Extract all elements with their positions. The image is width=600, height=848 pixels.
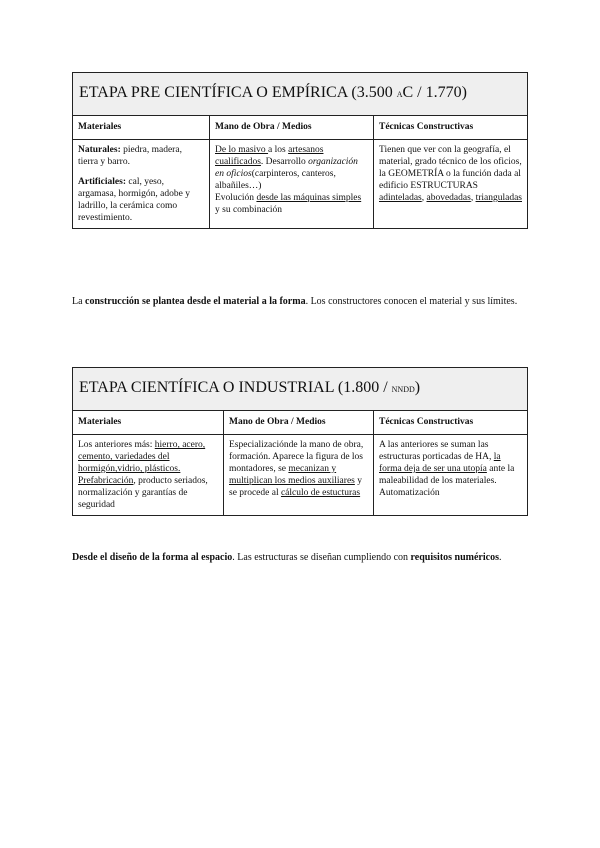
- column-header-materiales: Materiales: [73, 116, 210, 140]
- table-etapa-cientifica: [72, 367, 528, 516]
- paragraph-1: La construcción se plantea desde el material a la forma. Los constructores conocen el material y sus límites.: [72, 296, 518, 307]
- column-header-mano-de-obra: Mano de Obra / Medios: [210, 116, 374, 140]
- cell-materiales: Naturales: piedra, madera, tierra y barro. Artificiales: cal, yeso, argamasa, hormigón, adobe y ladrillo, la cerámica como revestimiento.: [73, 140, 210, 229]
- column-header-mano-de-obra: Mano de Obra / Medios: [224, 411, 374, 435]
- cell-tecnicas: A las anteriores se suman las estructuras porticadas de HA, la forma deja de ser una utopía ante la maleabilidad de los materiales. Automatización: [374, 435, 528, 516]
- cell-tecnicas: Tienen que ver con la geografía, el material, grado técnico de los oficios, la GEOMETRÍA o la función dada al edificio ESTRUCTURAS adinteladas, abovedadas, trianguladas: [374, 140, 528, 229]
- paragraph-2: Desde el diseño de la forma al espacio. Las estructuras se diseñan cumpliendo con requisitos numéricos.: [72, 552, 502, 563]
- column-header-tecnicas: Técnicas Constructivas: [374, 116, 528, 140]
- cell-mano-de-obra: Especializaciónde la mano de obra, formación. Aparece la figura de los montadores, se mecanizan y multiplican los medios auxiliares y se procede al cálculo de estucturas: [224, 435, 374, 516]
- table-etapa-precientifica: [72, 72, 528, 229]
- column-header-tecnicas: Técnicas Constructivas: [374, 411, 528, 435]
- column-header-materiales: Materiales: [73, 411, 224, 435]
- section-title: ETAPA PRE CIENTÍFICA O EMPÍRICA (3.500 aC / 1.770): [73, 73, 528, 116]
- cell-mano-de-obra: De lo masivo a los artesanos cualificados. Desarrollo organización en oficios(carpinteros, canteros, albañiles…) Evolución desde las máquinas simples y su combinación: [210, 140, 374, 229]
- cell-materiales: Los anteriores más: hierro, acero, cemento, variedades del hormigón,vidrio, plásticos. Prefabricación, producto seriados, normalización y garantías de seguridad: [73, 435, 224, 516]
- section-title: ETAPA CIENTÍFICA O INDUSTRIAL (1.800 / nndd): [73, 368, 528, 411]
